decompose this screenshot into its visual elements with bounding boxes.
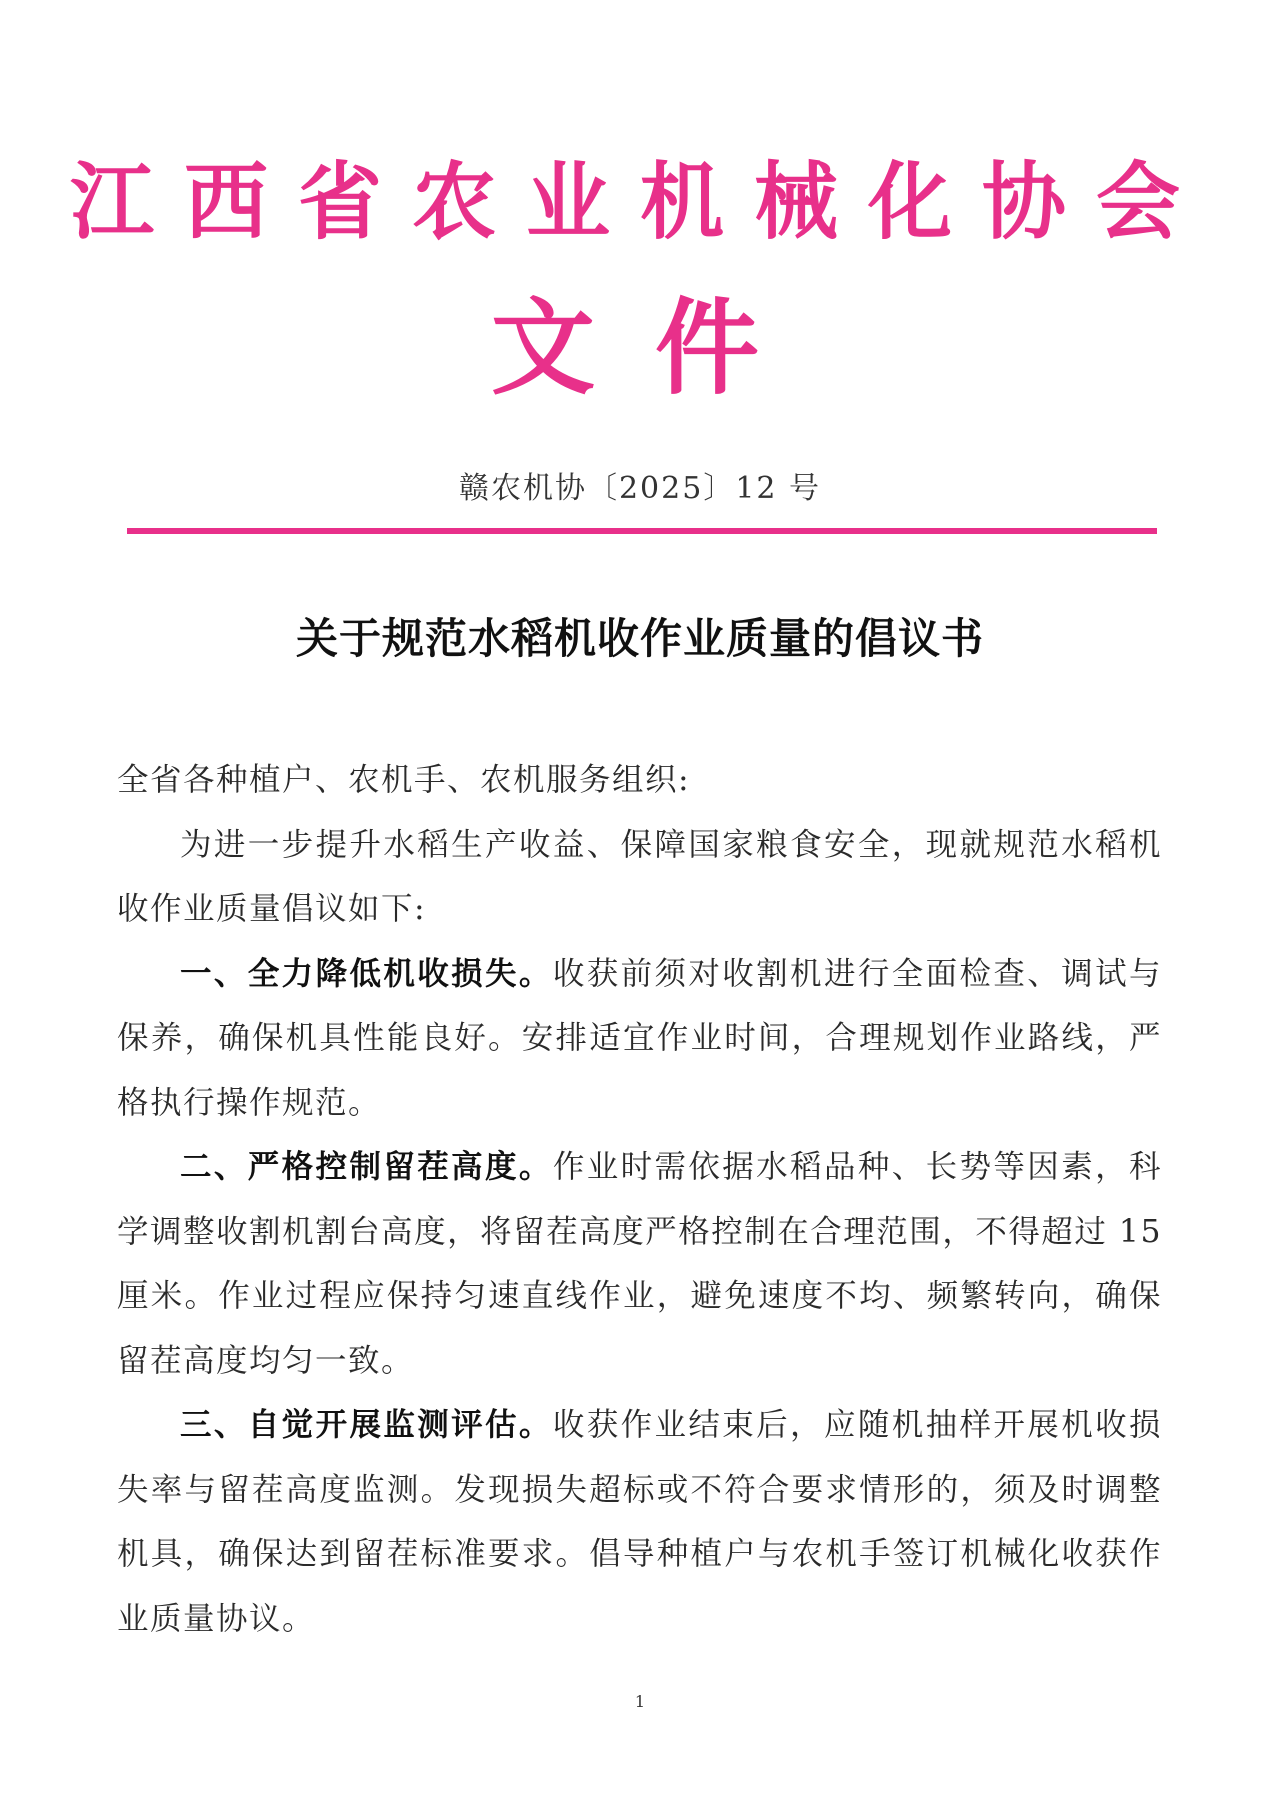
section-heading-1: 一、全力降低机收损失。 bbox=[180, 955, 553, 992]
section-text-2: 作业时需依据水稻品种、长势等因素，科学调整收割机割台高度，将留茬高度严格控制在合理范围，不得超过 15 厘米。作业过程应保持匀速直线作业，避免速度不均、频繁转向，确保留茬高度均匀一致。 bbox=[117, 1149, 1162, 1379]
salutation: 全省各种植户、农机手、农机服务组织: bbox=[117, 762, 691, 798]
document-number: 赣农机协〔2025〕12 号 bbox=[458, 471, 822, 506]
document-body bbox=[117, 748, 1162, 1651]
section-heading-3: 三、自觉开展监测评估。 bbox=[180, 1407, 553, 1443]
section-text-3: 收获作业结束后，应随机抽样开展机收损失率与留茬高度监测。发现损失超标或不符合要求情形的，须及时调整机具，确保达到留茬标准要求。倡导种植户与农机手签订机械化收获作业质量协议。 bbox=[117, 1407, 1162, 1637]
red-header-rule bbox=[127, 528, 1157, 534]
page-number: 1 bbox=[634, 1692, 646, 1711]
document-title: 关于规范水稻机收作业质量的倡议书 bbox=[295, 614, 984, 663]
section-paragraph-2 bbox=[117, 1135, 1162, 1393]
section-heading-2: 二、严格控制留茬高度。 bbox=[180, 1149, 553, 1185]
intro-paragraph: 为进一步提升水稻生产收益、保障国家粮食安全，现就规范水稻机收作业质量倡议如下: bbox=[117, 826, 1162, 927]
section-paragraph-1 bbox=[117, 942, 1162, 1136]
section-paragraph-3 bbox=[117, 1393, 1162, 1651]
section-text-1: 收获前须对收割机进行全面检查、调试与保养，确保机具性能良好。安排适宜作业时间，合理规划作业路线，严格执行操作规范。 bbox=[117, 955, 1162, 1121]
issuing-organization: 江西省农业机械化协会 bbox=[69, 152, 1210, 251]
document-type-label: 文件 bbox=[490, 286, 819, 409]
